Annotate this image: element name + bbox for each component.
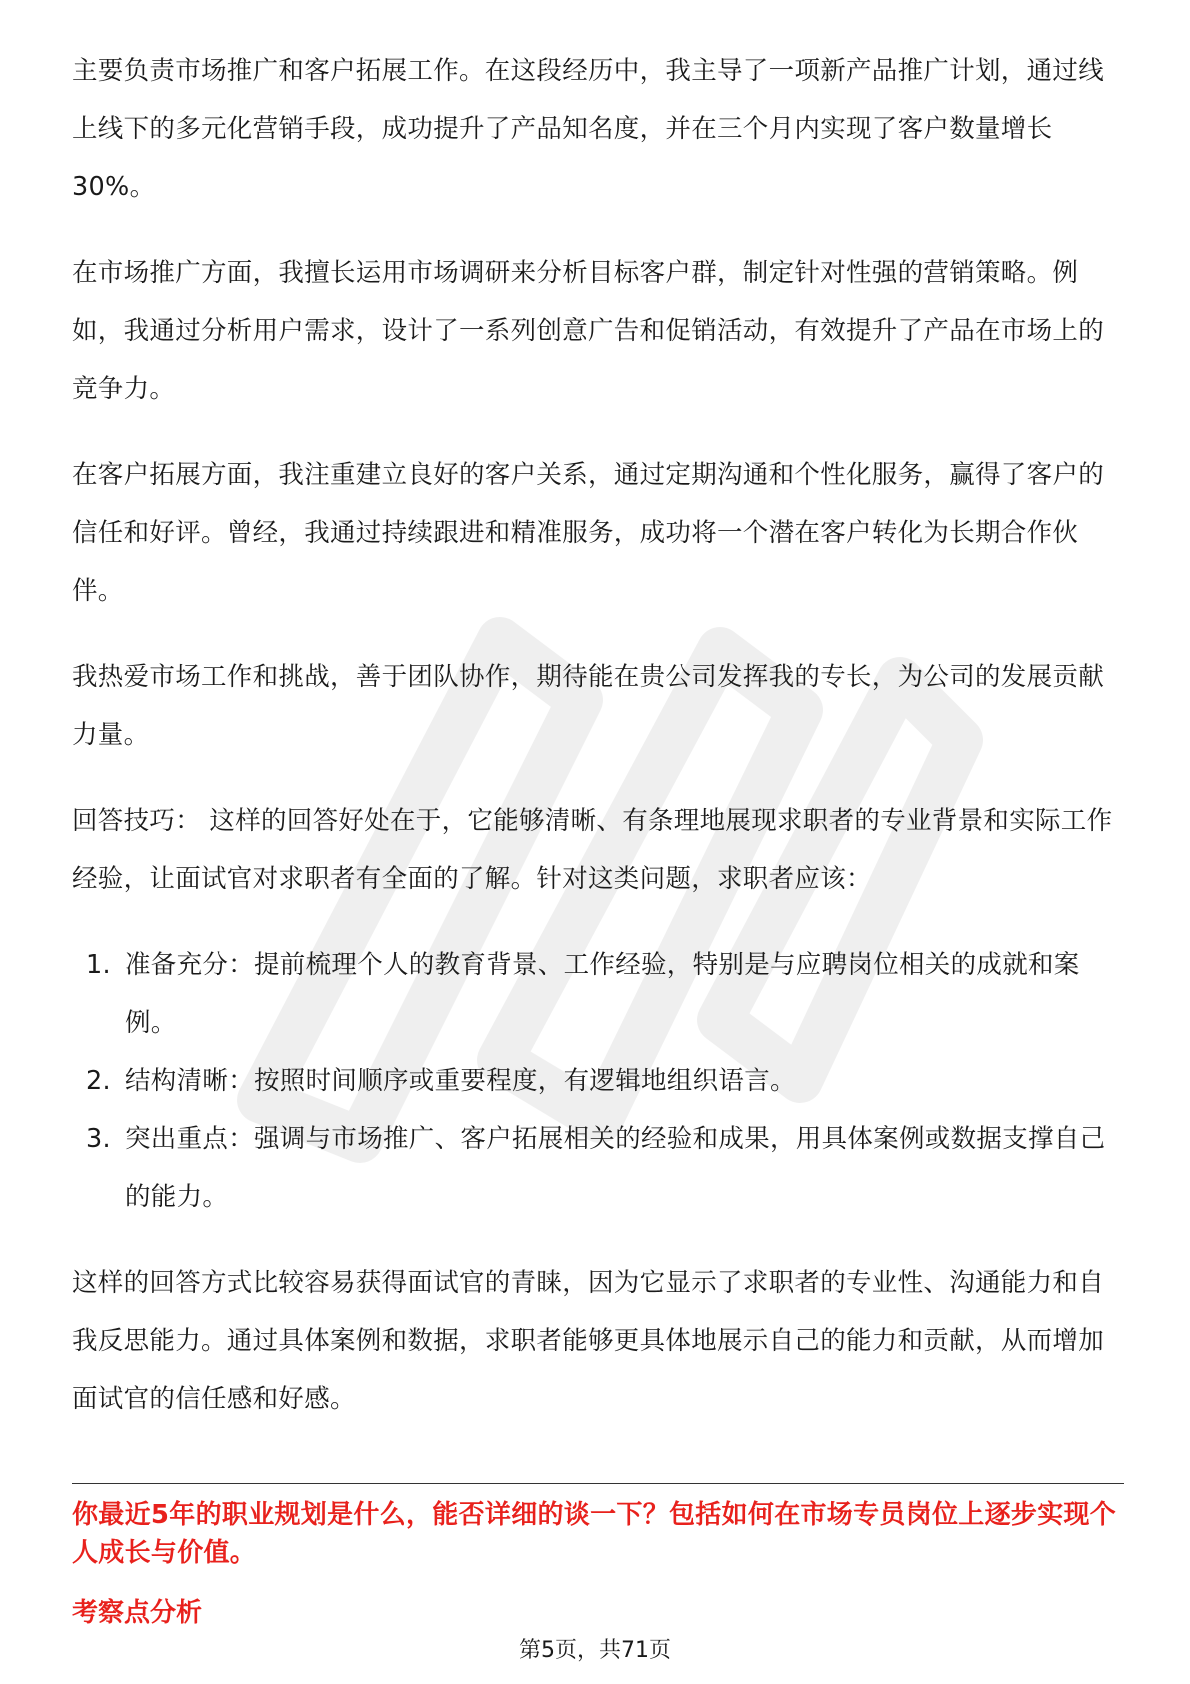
paragraph-passion: 我热爱市场工作和挑战，善于团队协作，期待能在贵公司发挥我的专长，为公司的发展贡献力量。 [72,662,1105,750]
list-number: 1. [86,950,111,980]
list-item [72,1052,1122,1110]
paragraph-answer-tips: 回答技巧： 这样的回答好处在于，它能够清晰、有条理地展现求职者的专业背景和实际工作经验，让面试官对求职者有全面的了解。针对这类问题，求职者应该： [72,806,1113,894]
list-number: 2. [86,1066,111,1096]
list-item-text: 突出重点：强调与市场推广、客户拓展相关的经验和成果，用具体案例或数据支撑自己的能力。 [125,1124,1106,1212]
paragraph-experience: 主要负责市场推广和客户拓展工作。在这段经历中，我主导了一项新产品推广计划，通过线上线下的多元化营销手段，成功提升了产品知名度，并在三个月内实现了客户数量增长30%。 [72,56,1105,202]
section-divider [72,1483,1124,1484]
main-content [72,42,1122,1456]
list-number: 3. [86,1124,111,1154]
list-item [72,1110,1122,1226]
list-item-text: 准备充分：提前梳理个人的教育背景、工作经验，特别是与应聘岗位相关的成就和案例。 [125,950,1080,1038]
tips-list [72,936,1122,1226]
paragraph-closing: 这样的回答方式比较容易获得面试官的青睐，因为它显示了求职者的专业性、沟通能力和自我反思能力。通过具体案例和数据，求职者能够更具体地展示自己的能力和贡献，从而增加面试官的信任感和好感。 [72,1268,1105,1414]
list-item-text: 结构清晰：按照时间顺序或重要程度，有逻辑地组织语言。 [125,1066,796,1096]
paragraph-marketing: 在市场推广方面，我擅长运用市场调研来分析目标客户群，制定针对性强的营销策略。例如，我通过分析用户需求，设计了一系列创意广告和促销活动，有效提升了产品在市场上的竞争力。 [72,258,1105,404]
paragraph-client: 在客户拓展方面，我注重建立良好的客户关系，通过定期沟通和个性化服务，赢得了客户的信任和好评。曾经，我通过持续跟进和精准服务，成功将一个潜在客户转化为长期合作伙伴。 [72,460,1105,606]
section-title: 考察点分析 [72,1598,203,1628]
interview-question: 你最近5年的职业规划是什么，能否详细的谈一下？包括如何在市场专员岗位上逐步实现个人成长与价值。 [72,1500,1117,1568]
page-number: 第5页，共71页 [519,1638,671,1663]
list-item [72,936,1122,1052]
